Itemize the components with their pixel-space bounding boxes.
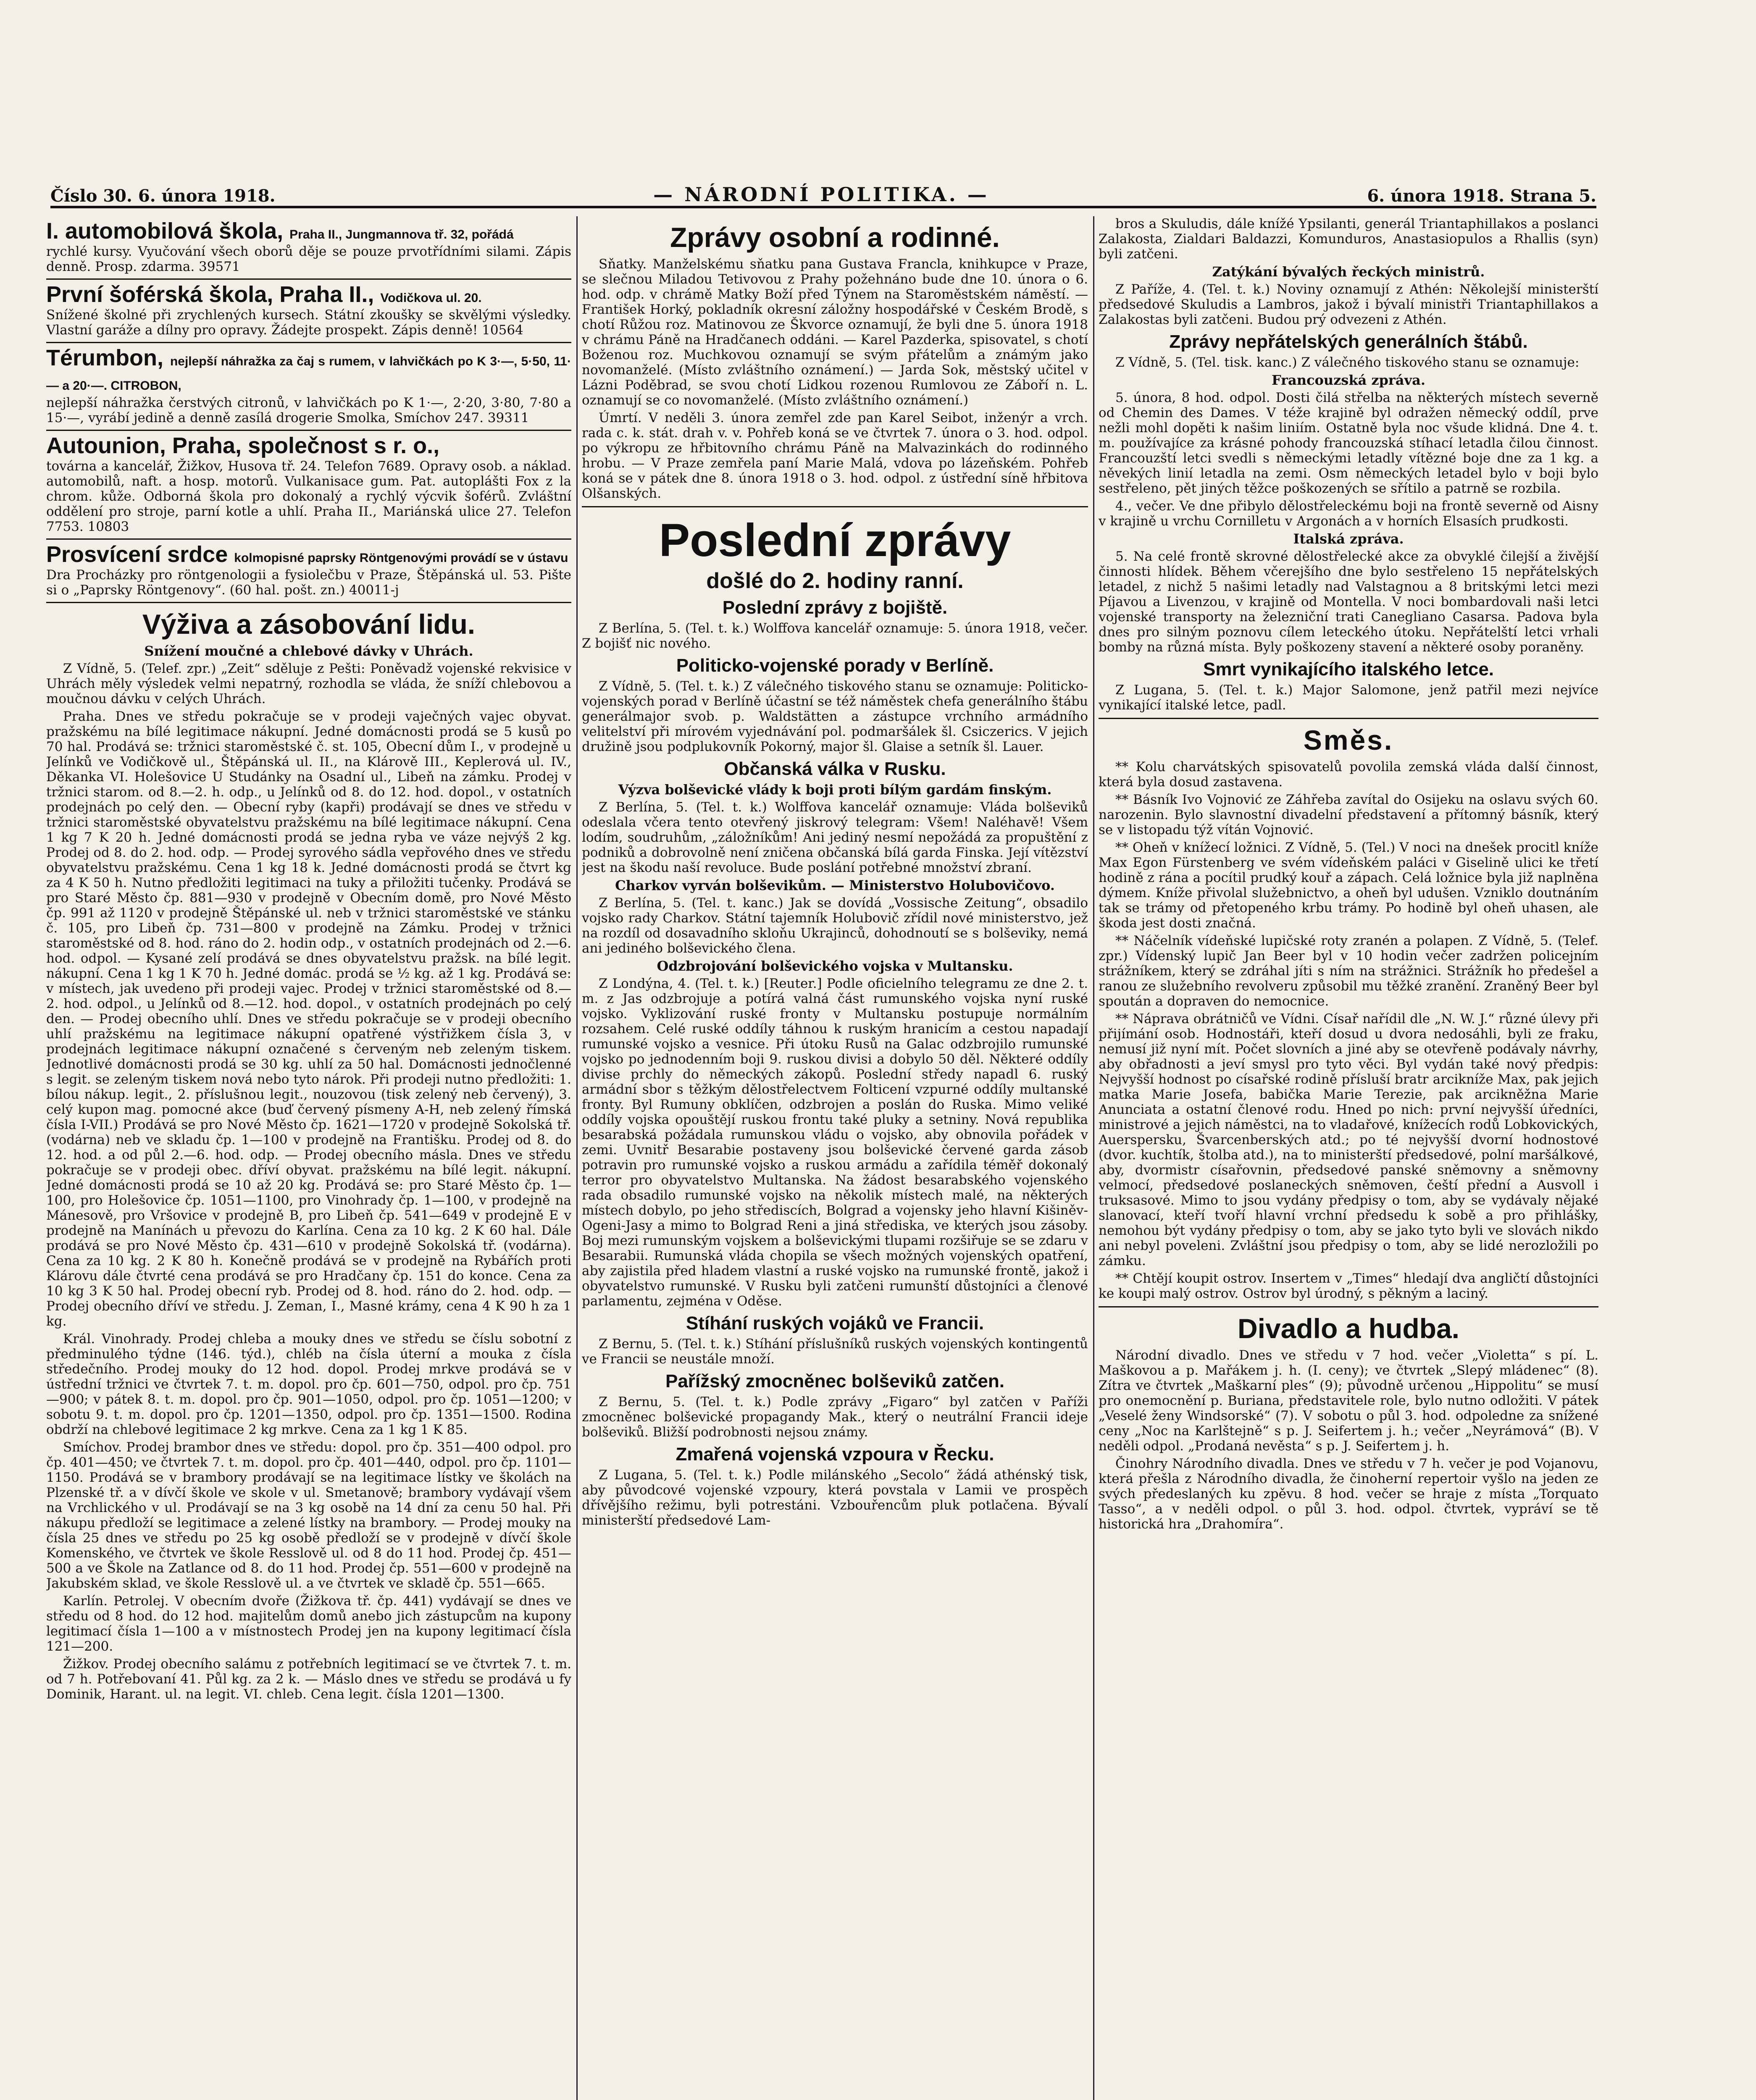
section-title: Poslední zprávy <box>659 514 1011 566</box>
article-paragraph: 5. Na celé frontě skrovné dělostřelecké akce za obvyklé čilejší a živější činnosti hlídek. Během včerejšího dne bylo sestřeleno 15 nepřátelských letadel, z nichž 5 našimi letadly nad Valstagnou a 8 britskými letci mezi Píjavou a Livenzou, v krajině od Montella. V noci bombardovali naši letci vojenské transporty na železniční trati Canegliano Casarsa. Padova byla dnes pro silným poznovu cílem leteckého útoku. Nepřátelští letci vrhali bomby na různá místa. Byly poškozeny stavení a některé osoby poraněny. <box>1099 549 1598 655</box>
article-paragraph: ** Náčelník vídeňské lupičské roty zranén a polapen. Z Vídně, 5. (Telef. zpr.) Vídenský lupič Jan Beer byl v 10 hodin večer zadržen policejním strážníkem, který se zdráhal jíti s ním na strážnici. Strážník ho předešel a ranou ze služebního revolveru způsobil mu těžké zranění. Zraněný Beer byl spoután a dopraven do nemocnice. <box>1099 933 1598 1009</box>
article-paragraph: Král. Vinohrady. Prodej chleba a mouky dnes ve středu se číslu sobotní z předminulého týdne (146. týd.), chléb na čísla úterní a mouka z čísla středečního. Prodej mouky do 12 hod. dopol. Prodej mrkve prodává se v ústřední tržnici ve čtvrtek 7. t. m. dopol. pro čp. 601—750, odpol. pro čp. 751—900; v pátek 8. t. m. dopol. pro čp. 901—1050, odpol. pro čp. 1051—1200; v sobotu 9. t. m. dopol. pro čp. 1201—1350, odpol. pro čp. 1351—1500. Rodina obdrží na chlebové legitimace 2 kg mrkve. Cena za 1 kg 1 K 85. <box>46 1331 571 1437</box>
ad-headline: Prosvícení srdce <box>46 542 228 567</box>
article-paragraph: ** Kolu charvátských spisovatelů povolila zemská vláda další činnost, která byla dosud zastavena. <box>1099 759 1598 790</box>
section-divider <box>1099 718 1598 719</box>
article-paragraph: Z Bernu, 5. (Tel. t. k.) Podle zprávy „Figaro“ byl zatčen v Paříži zmocněnec bolševické propagandy Mak., který o neutrální Francii ideje bolševiků. Bližší podrobnosti nejsou známy. <box>582 1394 1088 1440</box>
article-paragraph: Z Vídně, 5. (Telef. zpr.) „Zeit“ sděluje z Pešti: Poněvadž vojenské rekvisice v Uhrách měly výsledek velmi nepatrný, rozhodla se vláda, že sníží chlebovou a moučnou dávku v celých Uhrách. <box>46 661 571 706</box>
ad-body: Snížené školné při zrychlených kursech. Státní zkoušky se skvělými výsledky. Vlastní garáže a dílny pro opravy. Žádejte prospekt. Zápis denně! 10564 <box>46 307 571 338</box>
article-paragraph: ** Náprava obrátničů ve Vídni. Císař nařídil dle „N. W. J.“ různé úlevy při přijímání osob. Hodnostáři, kteří dosud u dvora nedosáhli, byli ze fraku, nemusí již nyní mít. Počet slovních a jiné aby se otevřeně podávaly návrhy, aby obřadnosti a jeví smysl pro tyto věci. Byl vydán také nový předpis: Nejvyšší hodnost po císařské rodině přísluší bratr arcikníže Max, pak jejich matka Marie Josefa, babička Marie Terezie, pak arcikněžna Marie Anunciata a ostatní členové rodu. Hned po nich: první nejvyšší úředníci, ministrové a jejich náměstci, na to vladařové, knížecích rodů Lobkovických, Auerspersku, Švarcenberských atd.; po té nejvyšší dvorní hodnostové (dvor. kuchtík, štolba atd.), na to ministerští předsedové, polní maršálkové, aby, dvormistr císařovnin, předsedové panské sněmovny a sněmovny velmocí, předsedové poslaneckých sněmoven, čeští přední a Ausvoll i truksasové. Mimo to jsou vydány předpisy o tom, aby se vydávaly nějaké slanovací, kteří tvoří hlavní vrchní předsedu k sobě a pro přihlášky, nemohou být vydány předpisy o tom, aby se jako tyto byli ve slovách nikdo ani nebyl poveleni. Zvláštní jsou předpisy o tom, aby se lidé nerozložili po zámku. <box>1099 1011 1598 1268</box>
subheading: Výzva bolševické vlády k boji proti bílým gardám finským. <box>618 782 1052 798</box>
section-divider <box>582 506 1088 507</box>
article-paragraph: Z Paříže, 4. (Tel. t. k.) Noviny oznamují z Athén: Několejší ministerští předsedové Skuludis a Lambros, jakož i bývalí ministři Triantaphillakos a Zalakostas byli zatčeni. Budou prý odvezeni z Athén. <box>1099 282 1598 327</box>
subheading: Charkov vyrván bolševikům. — Ministerstvo Holubovičovo. <box>615 877 1055 893</box>
masthead <box>50 181 1596 208</box>
article-paragraph: Karlín. Petrolej. V obecním dvoře (Žižkova tř. čp. 441) vydávají se dnes ve středu od 8 hod. do 12 hod. majitelům domů anebo jich zástupcům na kupony legitimací čísla 1—100 a v místnostech Prodej jen na kupony legitimací čísla 121—200. <box>46 1593 571 1654</box>
ad-body: rychlé kursy. Vyučování všech oborů děje se pouze prvotřídními silami. Zápis denně. Prosp. zdarma. 39571 <box>46 244 571 274</box>
article-paragraph: Národní divadlo. Dnes ve středu v 7 hod. večer „Violetta“ s pí. L. Maškovou a p. Mařákem j. h. (I. ceny); ve čtvrtek „Slepý mládenec“ (8). Zítra ve čtvrtek „Maškarní ples“ (9); původně určenou „Hippolitu“ se musí pro onemocnění p. Buriana, představitele role, bylo nutno odložiti. V pátek „Veselé ženy Windsorské“ (7). V sobotu o půl 3. hod. odpoledne za snížené ceny „Noc na Karlštejně“ s p. J. Seifertem j. h.; večer „Neyrámová“ (B). V neděli odpol. „Prodaná nevěsta“ s p. J. Seifertem j. h. <box>1099 1348 1598 1454</box>
advertisement <box>46 280 571 343</box>
article-paragraph: bros a Skuludis, dále knížé Ypsilanti, generál Triantaphillakos a poslanci Zalakosta, Zialdari Baldazzi, Komunduros, Anastasiopulos a Rhallis (syn) byli zatčeni. <box>1099 216 1598 262</box>
column-1 <box>46 216 571 2100</box>
article-paragraph: Činohry Národního divadla. Dnes ve středu v 7 h. večer je pod Vojanovu, která přešla z Národního divadla, že činoherní repertoir vyšlo na jeden ze svých předeslaných ku zpěvu. 8 hod. večer se hraje z místa „Torquato Tasso“, a v neděli odpol. o půl 3. hod. odpol. čtvrtek, vypráví se tě historická hra „Drahomíra“. <box>1099 1456 1598 1532</box>
subheading: Zatýkání bývalých řeckých ministrů. <box>1212 264 1485 280</box>
ad-subline: kolmopisné paprsky Röntgenovými provádí se v ústavu <box>234 551 568 565</box>
section-title: Zprávy osobní a rodinné. <box>670 222 1000 253</box>
article-paragraph: Z Bernu, 5. (Tel. t. k.) Stíhání příslušníků ruských vojenských kontingentů ve Francii se neustále množí. <box>582 1336 1088 1367</box>
article-paragraph: Smíchov. Prodej brambor dnes ve středu: dopol. pro čp. 351—400 odpol. pro čp. 401—450; ve čtvrtek 7. t. m. dopol. pro čp. 401—440, odpol. pro čp. 1101—1150. Prodává se v brambory prodávají se na legitimace lístky ve školách na Plzenské tř. a v dívčí škole ve skole v ul. Smetanově; brambory vydávají všem na Vrchlického v ul. Prodávají se na 3 kg osobě na 14 dní za cenu 50 hal. Při nákupu předloží se legitimace a zelené lístky na brambory. — Prodej mouky na čísla 25 dnes ve středu po 25 kg osobě předloží se v prodejně v dívčí škole Komenského, ve čtvrtek ve škole Resslově ul. od 8 do 11 hod. Prodej čp. 451—500 a ve Škole na Zatlance od 8. do 11 hod. Prodej čp. 551—600 v prodejně na Jakubském sklad, ve škole Resslově ul. a ve čtvrtek ve skladě čp. 551—665. <box>46 1440 571 1591</box>
article-paragraph: Z Londýna, 4. (Tel. t. k.) [Reuter.] Podle oficielního telegramu ze dne 2. t. m. z Jas odzbrojuje a potírá valná část rumunského vojska nyní ruské vojsko. Vyklizování ruské fronty v Multansku postupuje normálním rozsahem. Celé ruské oddíly táhnou k ruským hranicím a cestou napadají rumunské vojsko a vesnice. Při útoku Rusů na Galac odzbrojilo rumunské vojsko po jednodenním boji 9. ruskou divisi a dobylo 50 děl. Některé oddíly divise prchly do německých zákopů. Poslední středy napadl 6. ruský armádní sbor s těžkým dělostřelectvem Folticení vzpurné oddíly multanské fronty. Byl Rumuny obklíčen, odzbrojen a poslán do Ruska. Mimo veliké oddíly vojska opouštějí ruskou frontu také pluky a setniny. Nová republika besarabská požádala rumunskou vládu o vojsko, aby obnovila pořádek v zemi. Uvnitř Besarabie postaveny jsou bolševické červené garda zásob potravin pro rumunské vojsko a ruskou armádu a zařídila téměř dokonalý terror pro obyvatelstvo Multanska. Na žádost besarabského vojenského rada obsadilo rumunské vojsko na několik místech malé, na některých místech dobylo, po jeho střediscích, Bolgrad a vojensky jeho hlavní Kišiněv-Ogeni-Jasy a mimo to Bolgrad Reni a jiná střediska, ve kterých jsou zásoby. Boj mezi rumunským vojskem a bolševickými tlupami rozšiřuje se se zdaru v Besarabii. Rumunská vláda chopila se všech možných vojenských opatření, aby zajistila před hladem vlastní a ruské vojsko na rumunské frontě, jakož i obyvatelstvo rumunské. V Rusku byli zatčeni rumunští důstojníci a členové parlamentu, zejména v Oděse. <box>582 976 1088 1309</box>
ad-headline: Autounion, Praha, společnost s r. o., <box>46 433 440 458</box>
article-heading: Zprávy nepřátelských generálních štábů. <box>1169 331 1528 352</box>
article-paragraph: Z Berlína, 5. (Tel. t. k.) Wolffova kancelář oznamuje: Vláda bolševiků odeslala včera tento otevřený jiskrový telegram: Všem! Naléhavě! Všem lodím, soudruhům, „záložníkům! Ani jediný nesmí nepožádá za propuštění z podniků a dobrovolně není zničena občanská bílá garda Finska. Její vítězství jest na škodu naší revoluce. Bude poslání potřebné množství zbraní. <box>582 800 1088 875</box>
article-paragraph: Z Lugana, 5. (Tel. t. k.) Podle milánského „Secolo“ žádá athénský tisk, aby původcové vojenské vzpoury, která povstala v Lamii ve prospěch dřívějšího režimu, byli potrestáni. Vzbouřencům pluk potlačena. Bývalí ministerští předsedové Lam- <box>582 1467 1088 1528</box>
section-divider <box>1099 1306 1598 1307</box>
article-paragraph: 5. února, 8 hod. odpol. Dosti čilá střelba na některých místech severně od Chemin des Dames. V téže krajině byl odražen německý oddíl, prve nežli mohl dopěti k našim liniím. Ostatně byla noc všude klidná. Dne 4. t. m. používajíce za krásné pohody francouzská stíhací letadla čilou činnost. Francouzští letci svedli s německými letadly vítězné boje dne za 1 kg. a něvekých linií letadla na zemi. Osm německých letadel bylo v boji bylo sestřeleno, pět jiných těžce poškozených se sřítilo a patrně se rozbila. <box>1099 390 1598 496</box>
article-paragraph: Žižkov. Prodej obecního salámu z potřebních legitimací se ve čtvrtek 7. t. m. od 7 h. Potřebovaní 41. Půl kg. za 2 k. — Máslo dnes ve středu se prodává u fy Dominik, Harant. ul. na legit. VI. chleb. Cena legit. čísla 1201—1300. <box>46 1656 571 1702</box>
subheading: Snížení moučné a chlebové dávky v Uhrách. <box>144 643 473 659</box>
article-paragraph: Z Berlína, 5. (Tel. t. kanc.) Jak se dovídá „Vossische Zeitung“, obsadilo vojsko rady Charkov. Státní tajemník Holubovič zřídil nové ministerstvo, jež na rozdíl od dosavadního skloňu Ukrajinců, dohodnoutí se s bolševiky, nemá ani jediného bolševického člena. <box>582 895 1088 956</box>
article-heading: Politicko-vojenské porady v Berlíně. <box>676 655 994 676</box>
section-title: Směs. <box>1303 724 1394 756</box>
advertisement <box>46 343 571 431</box>
article-heading: Poslední zprávy z bojiště. <box>722 597 948 618</box>
ad-subline: Praha II., Jungmannova tř. 32, pořádá <box>289 228 514 242</box>
article-paragraph: Úmrtí. V neděli 3. února zemřel zde pan Karel Seibot, inženýr a vrch. rada c. k. stát. drah v. v. Pohřeb koná se ve čtvrtek 7. února o 3. hod. odpol. po výkropu ze hřbitovního chrámu Páně na Malvazinkách do rodinného hrobu. — V Praze zemřela paní Marie Malá, vdova po lázeňském. Pohřeb koná se v pátek dne 8. února 1918 o 3. hod. odpol. z ústřední síně hřbitova Olšanských. <box>582 410 1088 501</box>
article-heading: Občanská válka v Rusku. <box>724 759 946 779</box>
article-paragraph: Praha. Dnes ve středu pokračuje se v prodeji vaječných vajec obyvat. pražskému na bílé legitimace nákupní. Jedné domácnosti prodá se 5 kusů po 70 hal. Prodává se: tržnici staroměstské č. st. 105, Obecní dům I., v prodejně u Jelínků ve Vodičkově ul., Štěpánská ul. II., na Klárově III., Keplerová ul. IV., Děkanka VI. Holešovice U Studánky na Osadní ul., Libeň na zámku. Prodej v tržnici starom. od 8.—2. h. odp., u Jelínků od 8. do 12. hod. dopol., v ostatních prodejnách po celý den. — Obecní ryby (kapři) prodávají se dnes ve středu v tržnici staroměstské obyvatelstvu pražskému na bílé legitimace nákupní. Cena 1 kg 7 K 20 h. Jedné domácnosti prodá se jedna ryba ve váze nejvýš 2 kg. Prodej od 8. do 2. hod. odp. — Prodej syrového sádla vepřového dnes ve středu obyvatelstvu pražskému. Cena 1 kg 18 k. Jedné domácnosti prodá se čtvrt kg za 4 K 50 h. Nutno předložiti legitimaci na tuky a přiložiti tučenky. Prodává se pro Staré Město čp. 881—930 v prodejně v Obecním domě, pro Nové Město čp. 991 až 1120 v prodejně Štěpánské ul. neb v tržnici staroměstské ve stánku č. 105, pro Libeň čp. 731—800 v prodejně na Zámku. Prodej v tržnici staroměstské od 8. hod. ráno do 2. hodin odp., v ostatních prodejnách od 2.—6. hod. odpol. — Kysané zelí prodává se dnes obyvatelstvu pražsk. na bílé legit. nákupní. Cena 1 kg 1 K 70 h. Jedné domác. prodá se ½ kg. až 1 kg. Prodává se: v místech, jak uvedeno při prodeji vajec. Prodej v tržnici staroměstské od 8.—2. hod. odpol., u Jelínků od 8.—12. hod. dopol., v ostatních prodejnách po celý den. — Prodej obecního uhlí. Dnes ve středu pokračuje se v prodeji obecního uhlí pražskému na legitimace nákupní opatřené výstřižkem čísla 3, v prodejnách legitimace nákupní označené s červeným neb zeleným tiskem. Jednotlivé domácnosti prodá se 30 kg. uhlí za 50 hal. Domácnosti jednočlenné s legit. se zeleným tiskem nová nebo tyto nárok. Při prodeji nutno předložiti: 1. bílou nákup. legit., 2. příslušnou legit., nouzovou (tisk zelený neb červený), 3. celý kupon mag. pomocné akce (buď červený písmeny A-H, neb zelený římská čísla I-VII.) Prodává se pro Nové Město čp. 1621—1720 v prodejně Sokolská tř. (vodárna) neb ve skladu čp. 1—100 v prodejně na Františku. Prodej od 8. do 12. hod. a od půl 2.—6. hod. odp. — Prodej obecního másla. Dnes ve středu pokračuje se v prodeji obec. dříví obyvat. pražskému na bílé legit. nákupní. Jedné domácnosti prodá se 10 až 20 kg. Prodává se: pro Staré Město čp. 1—100, pro Holešovice čp. 1051—1100, pro Vinohrady čp. 1—100, v prodejně na Mánesově, pro Vršovice v prodejně B, pro Libeň čp. 541—649 v prodejně E v prodejně na Manínách u převozu do Karlína. Cena za 10 kg. 2 K 60 hal. Dále prodává se pro Nové Město čp. 431—610 v prodejně Sokolská tř. (vodárna). Cena za 10 kg. 2 K 80 h. Konečně prodává se v prodejně na Rybářích proti Klárovu dále čtvrté cena prodává se pro Hradčany čp. 151 do konce. Cena za 10 kg 3 K 50 hal. Prodej obecní ryb. Prodej od 8. hod. ráno do 2. hod. odp. — Prodej obecního dříví ve středu. J. Zeman, I., Masné krámy, cena 4 K 90 h za 1 kg. <box>46 709 571 1329</box>
column-3 <box>1099 216 1598 2100</box>
section-subtitle: došlé do 2. hodiny ranní. <box>706 569 964 593</box>
ad-headline: První šoférská škola, Praha II., <box>46 282 374 307</box>
ad-headline: Térumbon, <box>46 345 163 370</box>
section-title: Divadlo a hudba. <box>1237 1313 1460 1344</box>
article-heading: Pařížský zmocněnec bolševiků zatčen. <box>665 1371 1005 1391</box>
article-paragraph: Z Berlína, 5. (Tel. t. k.) Wolffova kancelář oznamuje: 5. února 1918, večer. Z bojišť nic nového. <box>582 621 1088 651</box>
advertisement <box>46 216 571 280</box>
subheading: Francouzská zpráva. <box>1272 372 1425 388</box>
ad-subline: Vodičkova ul. 20. <box>380 291 482 305</box>
advertisement <box>46 540 571 603</box>
ad-subline: nejlepší náhražka za čaj s rumem, v lahvičkách po K 3·—, 5·50, 11·— a 20·—. CITROBON, <box>46 354 571 393</box>
section-title: Výživa a zásobování lidu. <box>142 609 476 640</box>
column-rule <box>576 216 578 2100</box>
article-heading: Zmařená vojenská vzpoura v Řecku. <box>676 1444 994 1465</box>
article-paragraph: 4., večer. Ve dne přibylo dělostřeleckému boji na frontě severně od Aisny v krajině u vrchu Cornilletu v Argonách a v horních Elsasích prudkosti. <box>1099 499 1598 529</box>
ad-headline: I. automobilová škola, <box>46 218 284 244</box>
ad-body: Dra Procházky pro röntgenologii a fysiolečbu v Praze, Štěpánská ul. 53. Pište si o „Paprsky Röntgenovy“. (60 hal. pošt. zn.) 40011-j <box>46 567 571 598</box>
advertisement <box>46 431 571 540</box>
article-paragraph: Sňatky. Manželskému sňatku pana Gustava Francla, knihkupce v Praze, se slečnou Miladou Tetivovou z Prahy požehnáno bude dne 10. února o 6. hod. odp. v chrámě Matky Boží před Týnem na Staroměstském náměstí. — František Horký, pokladník okresní záložny hospodářské v Českém Brodě, s chotí Růžou roz. Matinovou ze Škvorce oznamují, že byli dne 5. února 1918 v chrámu Páně na Hradčanech oddáni. — Karel Pazderka, spisovatel, s chotí Boženou roz. Muchkovou oznamují se svým přátelům a známým jako novomanželé. (Místo zvláštního oznámení.) — Jarda Sok, městský učitel v Lázni Poděbrad, se svou chotí Lidkou rozenou Rumlovou ze Záboří n. L. oznamují se co novomanželé. (Místo zvláštního oznámení.) <box>582 257 1088 408</box>
article-heading: Smrt vynikajícího italského letce. <box>1203 659 1494 680</box>
article-paragraph: Z Vídně, 5. (Tel. tisk. kanc.) Z válečného tiskového stanu se oznamuje: <box>1115 355 1580 370</box>
subheading: Italská zpráva. <box>1293 531 1404 547</box>
column-2 <box>582 216 1088 2100</box>
article-heading: Stíhání ruských vojáků ve Francii. <box>686 1313 984 1334</box>
article-paragraph: ** Básník Ivo Vojnović ze Záhřeba zavítal do Osijeku na oslavu svých 60. narozenin. Bylo slavnostní divadelní představení a přítomný básník, který se v listopadu týž vítán Vojnović. <box>1099 792 1598 837</box>
issue-date-left: Číslo 30. 6. února 1918. <box>50 186 276 206</box>
newspaper-title: — NÁRODNÍ POLITIKA. — <box>653 183 989 206</box>
article-paragraph: ** Oheň v knížecí ložnici. Z Vídně, 5. (Tel.) V noci na dnešek procitl kníže Max Egon Fürstenberg ve svém vídeňském paláci v Giselině ulici ke třetí hodině z rána a pocítil prudký kouř a zápach. Celá ložnice byla již naplněna dýmem. Kníže přivolal služebnictvo, a oheň byl udušen. Vzniklo doutnáním tak se trámy od přetopeného krbu trámy. Po hodině byl oheň uhasen, ale škoda jest dosti značná. <box>1099 840 1598 931</box>
subheading: Odzbrojování bolševického vojska v Multansku. <box>657 958 1013 974</box>
column-rule <box>1093 216 1094 2100</box>
article-paragraph: Z Vídně, 5. (Tel. t. k.) Z válečného tiskového stanu se oznamuje: Politicko-vojenských porad v Berlíně účastní se též náměstek chefa generálního štábu generálmajor svob. p. Waldstätten a zástupce vrchního armádního velitelství při mírovém vyjednávání pol. podmaršálek šl. Csiczerics. V jejich družině jsou podplukovník Pokorný, major šl. Glaise a setník šl. Lauer. <box>582 679 1088 754</box>
article-paragraph: Z Lugana, 5. (Tel. t. k.) Major Salomone, jenž patřil mezi nejvíce vynikající italské letce, padl. <box>1099 682 1598 713</box>
article-paragraph: ** Chtějí koupit ostrov. Insertem v „Times“ hledají dva angličtí důstojníci ke koupi malý ostrov. Ostrov byl úrodný, s pěkným a laciný. <box>1099 1271 1598 1301</box>
ad-body: továrna a kancelář, Žižkov, Husova tř. 24. Telefon 7689. Opravy osob. a náklad. automobilů, naft. a hosp. motorů. Vulkanisace gum. Pat. autoplášti Fox z la chrom. kůže. Odborná škola pro dokonalý a rychlý výcvik šoférů. Zvláštní oddělení pro stroje, parní kotle a uhlí. Praha II., Mariánská ulice 27. Telefon 7753. 10803 <box>46 459 571 534</box>
ad-body: nejlepší náhražka čerstvých citronů, v lahvičkách po K 1·—, 2·20, 3·80, 7·80 a 15·—, vyrábí jedině a denně zasílá drogerie Smolka, Smíchov 247. 39311 <box>46 395 571 425</box>
issue-date-right: 6. února 1918. Strana 5. <box>1367 186 1596 206</box>
